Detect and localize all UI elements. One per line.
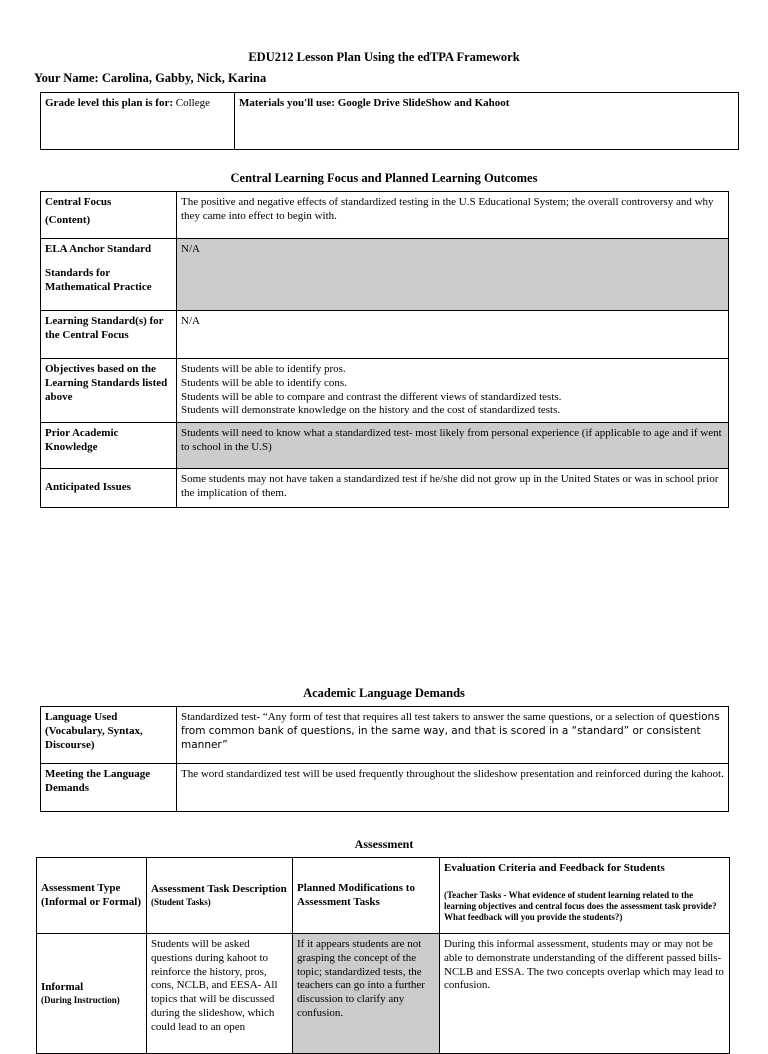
header-desc-sub: (Student Tasks) — [151, 896, 211, 907]
materials-label: Materials you'll use: — [239, 97, 335, 109]
grade-value: College — [175, 97, 210, 109]
assessment-type-sub: (During Instruction) — [41, 994, 120, 1005]
row-value — [177, 359, 729, 423]
table-row — [41, 764, 729, 812]
row-mods: If it appears students are not grasping the concept of the topic; standardized tests, the teachers can go into a further discussion to clarify any confusion. — [293, 934, 440, 1054]
row-label: Central Focus — [45, 196, 112, 208]
your-name-value: Carolina, Gabby, Nick, Karina — [101, 71, 267, 85]
definition-text: Standardized test- “Any form of test that requires all test takers to answer the same questions, or a selection of — [181, 711, 667, 723]
academic-language-heading: Academic Language Demands — [303, 686, 465, 700]
table-row — [41, 311, 729, 359]
table-row — [37, 858, 730, 934]
row-eval: During this informal assessment, students may or may not be able to demonstrate understanding of the different passed bills- NCLB and ESSA. The two concepts overlap which may lead to confusion. — [440, 934, 730, 1054]
your-name-label: Your Name: — [34, 71, 99, 85]
definition-quote: questions from common bank of questions, in the same way, and that is scored in a “standard” or consistent manner” — [181, 711, 720, 751]
objective-line: Students will be able to identify cons. — [181, 376, 347, 389]
row-label: Objectives based on the Learning Standards listed above — [41, 359, 177, 423]
row-label: ELA Anchor Standard — [45, 243, 152, 255]
objective-line: Students will demonstrate knowledge on the history and the cost of standardized tests. — [181, 404, 561, 417]
assessment-heading: Assessment — [354, 837, 414, 851]
header-mods: Planned Modifications to Assessment Tasks — [293, 858, 440, 934]
row-value: N/A — [177, 311, 729, 359]
header-eval-title: Evaluation Criteria and Feedback for Students — [444, 862, 665, 874]
header-eval — [440, 858, 730, 934]
table-row — [41, 239, 729, 311]
row-label: Anticipated Issues — [41, 469, 177, 508]
grade-cell — [41, 93, 235, 150]
row-value: Students will need to know what a standardized test- most likely from personal experience (if applicable to age and if went to school in the U.S) — [177, 423, 729, 469]
row-label: Prior Academic Knowledge — [41, 423, 177, 469]
row-value: Some students may not have taken a standardized test if he/she did not grow up in the United States or was in school prior the implication of them. — [177, 469, 729, 508]
central-focus-heading: Central Learning Focus and Planned Learning Outcomes — [230, 171, 538, 185]
document-title: EDU212 Lesson Plan Using the edTPA Framework — [248, 50, 520, 64]
grade-label: Grade level this plan is for: — [45, 97, 174, 109]
objective-line: Students will be able to compare and contrast the different views of standardized tests. — [181, 390, 562, 403]
row-value: N/A — [177, 239, 729, 311]
row-value — [177, 707, 729, 764]
table-row — [41, 423, 729, 469]
objective-line: Students will be able to identify pros. — [181, 363, 346, 375]
row-desc: Students will be asked questions during kahoot to reinforce the history, pros, cons, NCLB, and EESA- All topics that will be discussed during the slideshow, which could lead to an open — [147, 934, 293, 1054]
assessment-type: Informal — [41, 981, 84, 993]
row-value: The word standardized test will be used frequently throughout the slideshow presentation and reinforced during the kahoot. — [177, 764, 729, 812]
row-type — [37, 934, 147, 1054]
row-label: Meeting the Language Demands — [41, 764, 177, 812]
table-row — [41, 359, 729, 423]
table-row — [41, 707, 729, 764]
row-label: Learning Standard(s) for the Central Focus — [41, 311, 177, 359]
header-type: Assessment Type (Informal or Formal) — [37, 858, 147, 934]
row-value: The positive and negative effects of standardized testing in the U.S Educational System; the overall controversy and why they came into effect to begin with. — [177, 192, 729, 239]
central-focus-table — [40, 191, 729, 508]
row-sublabel: Standards for Mathematical Practice — [45, 266, 152, 293]
assessment-table — [36, 857, 730, 1054]
table-row — [41, 192, 729, 239]
header-desc — [147, 858, 293, 934]
row-sublabel: (Content) — [45, 213, 91, 226]
header-desc-title: Assessment Task Description — [151, 883, 287, 895]
table-row — [37, 934, 730, 1054]
grade-materials-table — [40, 92, 739, 150]
row-label: Language Used (Vocabulary, Syntax, Discourse) — [41, 707, 177, 764]
your-name-line — [34, 71, 266, 86]
materials-value: Google Drive SlideShow and Kahoot — [337, 97, 510, 109]
table-row — [41, 469, 729, 508]
academic-language-table — [40, 706, 729, 812]
header-eval-sub: (Teacher Tasks - What evidence of student learning related to the learning objectives and central focus does the assessment task provide? What feedback will you provide the students?) — [444, 889, 717, 923]
materials-cell — [235, 93, 739, 150]
